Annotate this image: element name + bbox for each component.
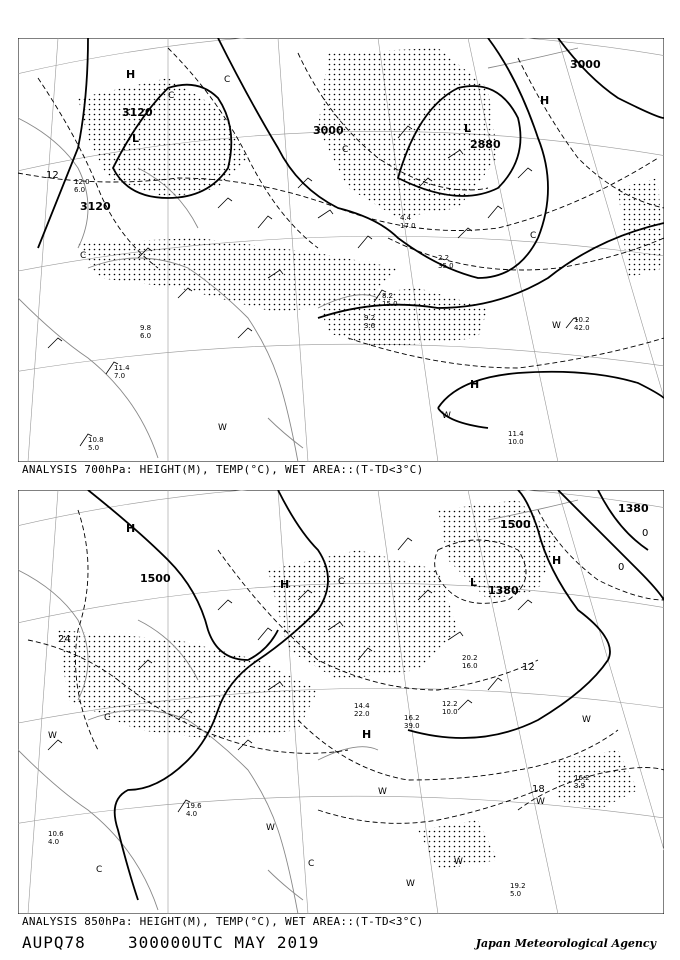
cold-marker: C: [338, 577, 345, 587]
svg-text:11.4: 11.4: [508, 430, 524, 438]
warm-marker: W: [442, 411, 451, 421]
height-label: 1380: [488, 584, 519, 597]
station-plot: [364, 314, 376, 330]
svg-text:35.0: 35.0: [438, 262, 454, 270]
svg-text:19.2: 19.2: [510, 882, 526, 890]
low-center-marker: L: [132, 132, 140, 145]
warm-marker: W: [454, 857, 463, 867]
warm-marker: W: [582, 715, 591, 725]
caption-700hpa: ANALYSIS 700hPa: HEIGHT(M), TEMP(°C), WET AREA::(T-TD<3°C): [22, 463, 424, 476]
warm-marker: W: [536, 797, 545, 807]
svg-text:5.0: 5.0: [510, 890, 522, 898]
high-center-marker: H: [470, 378, 480, 391]
chart-code: AUPQ78: [22, 933, 86, 952]
svg-text:3.6: 3.6: [364, 322, 376, 330]
svg-text:5.0: 5.0: [88, 444, 100, 452]
svg-text:3.9: 3.9: [574, 782, 586, 790]
svg-text:14.4: 14.4: [354, 702, 370, 710]
height-label: 3120: [80, 200, 111, 213]
svg-text:15.0: 15.0: [382, 300, 398, 308]
svg-text:12.0: 12.0: [74, 178, 90, 186]
cold-marker: C: [104, 713, 111, 723]
svg-text:10.0: 10.0: [442, 708, 458, 716]
svg-text:6.0: 6.0: [74, 186, 86, 194]
low-center-marker: L: [464, 122, 472, 135]
cold-marker: C: [224, 75, 231, 85]
svg-text:7.0: 7.0: [114, 372, 126, 380]
svg-text:10.0: 10.0: [508, 438, 524, 446]
cold-marker: C: [96, 865, 103, 875]
svg-text:2.2: 2.2: [438, 254, 450, 262]
cold-marker: C: [342, 145, 349, 155]
station-plot: [462, 654, 478, 670]
svg-text:8.2: 8.2: [382, 292, 394, 300]
svg-text:10.6: 10.6: [48, 830, 64, 838]
high-center-marker: H: [126, 68, 136, 81]
svg-text:20.2: 20.2: [462, 654, 478, 662]
svg-text:17.0: 17.0: [400, 222, 416, 230]
high-center-marker: H: [126, 522, 136, 535]
cold-marker: C: [168, 91, 175, 101]
caption-850hpa: ANALYSIS 850hPa: HEIGHT(M), TEMP(°C), WET AREA::(T-TD<3°C): [22, 915, 424, 928]
agency-name: Japan Meteorological Agency: [475, 937, 656, 950]
high-center-marker: H: [280, 578, 290, 591]
cold-marker: C: [530, 231, 537, 241]
svg-text:4.0: 4.0: [186, 810, 198, 818]
station-plot: [508, 430, 524, 446]
height-label: 3120: [122, 106, 153, 119]
isotherm-label: 18: [532, 784, 545, 795]
warm-marker: W: [218, 423, 227, 433]
svg-text:11.4: 11.4: [114, 364, 130, 372]
high-center-marker: H: [552, 554, 562, 567]
station-plot: [354, 702, 370, 718]
high-center-marker: H: [362, 728, 372, 741]
svg-text:10.8: 10.8: [88, 436, 104, 444]
svg-text:22.0: 22.0: [354, 710, 370, 718]
high-center-marker: H: [540, 94, 550, 107]
svg-text:9.2: 9.2: [364, 314, 376, 322]
station-plot: [404, 714, 420, 730]
warm-marker: W: [266, 823, 275, 833]
warm-marker: W: [378, 787, 387, 797]
isotherm-label: 24: [58, 634, 71, 645]
warm-marker: W: [48, 731, 57, 741]
map-850hpa: [18, 490, 664, 914]
cold-marker: C: [308, 859, 315, 869]
svg-text:16.0: 16.0: [462, 662, 478, 670]
svg-text:4.4: 4.4: [400, 214, 412, 222]
svg-text:9.8: 9.8: [140, 324, 152, 332]
isotherm-label: 0: [618, 562, 625, 573]
svg-text:39.0: 39.0: [404, 722, 420, 730]
svg-text:10.2: 10.2: [574, 316, 590, 324]
height-label: 1500: [140, 572, 171, 585]
height-label: 3000: [313, 124, 344, 137]
map-700hpa: [18, 38, 664, 462]
height-label: 2880: [470, 138, 501, 151]
svg-text:16.2: 16.2: [574, 774, 590, 782]
isotherm-label: 12: [46, 170, 59, 181]
svg-text:19.6: 19.6: [186, 802, 202, 810]
station-plot: [140, 324, 151, 340]
svg-text:6.0: 6.0: [140, 332, 152, 340]
height-label: 1380: [618, 502, 649, 515]
svg-text:16.2: 16.2: [404, 714, 420, 722]
svg-text:42.0: 42.0: [574, 324, 590, 332]
low-center-marker: L: [470, 576, 478, 589]
station-plot: [442, 700, 458, 716]
height-label: 3000: [570, 58, 601, 71]
isotherm-label: 0: [642, 528, 649, 539]
svg-text:4.0: 4.0: [48, 838, 60, 846]
map-panel-850hpa: [18, 490, 664, 914]
svg-text:12.2: 12.2: [442, 700, 458, 708]
cold-marker: C: [80, 251, 87, 261]
valid-time: 300000UTC MAY 2019: [128, 933, 320, 952]
isotherm-label: 12: [522, 662, 535, 673]
warm-marker: W: [406, 879, 415, 889]
warm-marker: W: [552, 321, 561, 331]
height-label: 1500: [500, 518, 531, 531]
map-panel-700hpa: [18, 38, 664, 462]
